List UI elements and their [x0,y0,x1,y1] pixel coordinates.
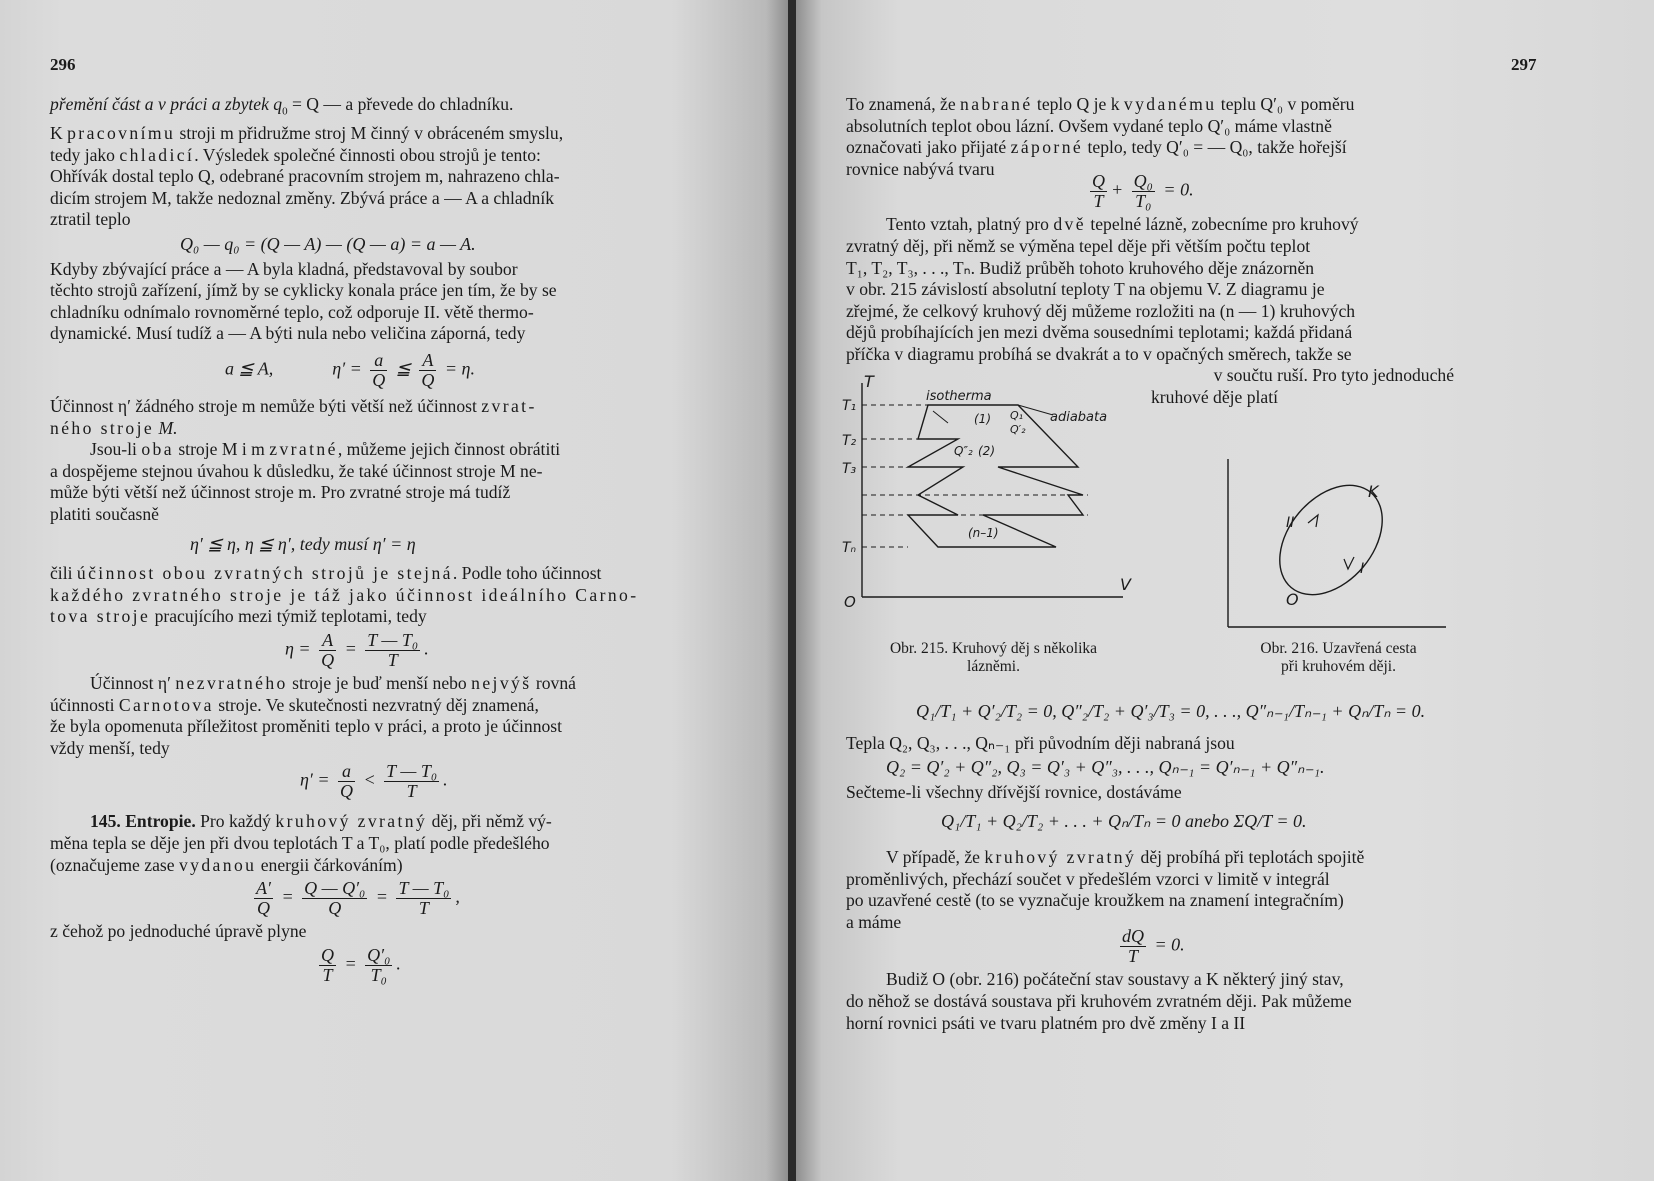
fig216-label-I: I [1360,561,1365,577]
text-line: chladníku odnímalo rovnoměrné teplo, což odporuje II. větě thermo- [50,301,534,322]
fig215-label-T: T [864,375,874,391]
text-line: a dospějeme stejnou úvahou k důsledku, že také účinnost stroje M ne- [50,460,543,481]
text-line: v obr. 215 závislostí absolutní teploty T na objemu V. Z diagramu je [846,279,1325,300]
text-line: zřejmé, že celkový kruhový děj můžeme rozložiti na (n — 1) kruhových [846,300,1356,321]
fig215-label-2: Q″₂ [954,444,973,458]
fig216-arrow-II [1308,515,1318,527]
equation: $\frac{dQ}{T}$ = 0. [1122,926,1185,967]
text-line: absolutních teplot obou lázní. Ovšem vydané teplo Q′₀ máme vlastně [846,115,1332,136]
fig215-label-2b: (2) [978,444,995,458]
figure-215-caption: Obr. 215. Kruhový děj s několika lázněmi. [889,640,1098,675]
page-number-left: 296 [50,55,76,74]
figure-216-diagram [1216,455,1446,630]
text-line: Jsou-li oba stroje M i m zvratné, můžeme jejich činnost obrátiti [90,439,561,460]
text-line: po uzavřené cestě (to se vyznačuje kroužkem na znamení integračním) [846,890,1344,911]
text-line: dynamické. Musí tudíž a — A býti nula nebo veličina záporná, tedy [50,323,526,344]
right-page [796,0,1654,1181]
text-line: Kdyby zbývající práce a — A byla kladná, představoval by soubor [50,258,518,279]
text-line: čili účinnost obou zvratných strojů je stejná. Podle toho účinnost [50,563,602,584]
text-line: Budiž O (obr. 216) počáteční stav soustavy a K některý jiný stav, [886,969,1344,990]
text-line: označovati jako přijaté záporné teplo, tedy Q′₀ = — Q₀, takže hořejší [846,137,1347,158]
fig215-label-n1: (n–1) [968,526,999,540]
text-line: (označujeme zase vydanou energii čárkováním) [50,854,403,875]
text-line: příčka v diagramu probíhá se dvakrát a to v opačných směrech, takže se [846,343,1352,364]
fig216-arrow-I [1344,557,1354,569]
text-line: horní rovnici psáti ve tvaru platném pro dvě změny I a II [846,1012,1246,1033]
fig215-label-Q1: Q₁ [1010,409,1024,422]
right-page-text-top [846,94,1454,366]
text-line: T₁, T₂, T₃, . . ., Tₙ. Budiž průběh tohoto kruhového děje znázorněn [846,257,1315,278]
text-line: že byla opomenuta příležitost proměniti teplo v práci, a proto je účinnost [50,716,563,737]
text-line: tedy jako chladicí. Výsledek společné činnosti obou strojů je tento: [50,144,541,165]
text-line: každého zvratného stroje je táž jako účinnost ideálního Carno- [50,584,639,605]
figure-216-caption: Obr. 216. Uzavřená cesta při kruhovém ději. [1260,640,1417,675]
equation: η′ ≦ η, η ≦ η′, tedy musí η′ = η [190,533,416,554]
text-line: K pracovnímu stroji m přidružme stroj M činný v obráceném smyslu, [50,123,564,144]
text-line: účinnosti Carnotova stroje. Ve skutečnosti nezvratný děj znamená, [50,694,539,715]
page-number-right: 297 [1511,55,1537,74]
left-page [0,0,790,1181]
fig215-label-Q2p: Q′₂ [1010,423,1026,436]
text-line: dějů probíhajících jen mezi dvěma sousedními teplotami; každá přidaná [846,322,1353,343]
text-line: Účinnost η′ nezvratného stroje je buď menší nebo nejvýš rovná [90,672,576,693]
text-line: To znamená, že nabrané teplo Q je k vydanému teplu Q′₀ v poměru [846,94,1355,114]
text-line: ztratil teplo [50,209,131,230]
fig215-label-T1: T₁ [842,398,857,414]
text-line: vždy menší, tedy [50,737,170,758]
text-line: Tento vztah, platný pro dvě tepelné lázně, zobecníme pro kruhový [886,214,1359,235]
text-line: a máme [846,911,902,932]
text-line: tova stroje pracujícího mezi týmiž teplotami, tedy [50,606,427,627]
fig215-label-adiabata: adiabata [1050,410,1108,425]
equation: η = $\frac{A}{Q}$ = $\frac{\text{T — T₀}}{T}$ . [285,629,429,670]
fig215-label-isotherma: isotherma [926,389,992,404]
equation: $\frac{Q}{T}$ = $\frac{\text{Q′₀}}{\text{T₀}}$ . [321,944,401,985]
text-line: měna tepla se děje jen při dvou teplotách T a T₀, platí podle předešlého [50,832,550,853]
equation: $\frac{Q}{T}$ + $\frac{\text{Q₀}}{\text{T₀}}$ = 0. [1092,171,1194,212]
equation: Q₁/T₁ + Q′₂/T₂ = 0, Q″₂/T₂ + Q′₃/T₃ = 0, . . ., Q″ₙ₋₁/Tₙ₋₁ + Qₙ/Tₙ = 0. [916,701,1426,721]
text-line: kruhové děje platí [1151,386,1279,407]
text-line: ného stroje M. [50,417,178,438]
text-line: Účinnost η′ žádného stroje m nemůže býti větší než účinnost zvrat- [50,396,537,417]
fig216-closed-path [1259,466,1403,615]
fig215-label-T2: T₂ [842,433,857,449]
fig215-label-1: (1) [974,412,991,426]
equation: Q₀ — q₀ = (Q — A) — (Q — a) = a — A. [180,234,476,255]
fig215-isotherm-pointer [933,411,948,423]
left-page-text [50,94,698,988]
equation: η′ = $\frac{a}{Q}$ < $\frac{\text{T — T₀}}{T}$ . [300,761,448,802]
text-line: proměnlivých, přechází součet v předešlém vzorci v limitě v integrál [846,868,1330,889]
text-line: přemění část a v práci a zbytek $q_0 = Q$ — a převede do chladníku. [50,94,514,118]
fig215-label-O: O [844,593,856,611]
fig216-label-K: K [1368,482,1379,501]
text-line: těchto strojů zařízení, jímž by se cyklicky konala práce jen tím, že by se [50,280,557,301]
fig215-label-V: V [1120,575,1131,594]
text-line: Ohřívák dostal teplo Q, odebrané pracovním strojem m, nahrazeno chla- [50,166,560,187]
text-line: zvratný děj, při němž se výměna tepel děje při větším počtu teplot [846,235,1311,256]
figure-215-diagram [838,375,1148,625]
text-line: V případě, že kruhový zvratný děj probíhá při teplotách spojitě [886,846,1365,867]
text-line: Tepla Q₂, Q₃, . . ., Qₙ₋₁ při původním ději nabraná jsou [846,732,1235,753]
text-line: do něhož se dostává soustava při kruhovém zvratném ději. Pak můžeme [846,990,1352,1011]
text-line: rovnice nabývá tvaru [846,158,995,179]
equation: $\frac{A'}{Q}$ = $\frac{\text{Q — Q′₀}}{Q}$ = $\frac{\text{T — T₀}}{T}$ , [256,878,460,919]
text-line: v součtu ruší. Pro tyto jednoduché [1213,365,1454,385]
fig216-label-II: II [1286,515,1295,531]
text-line: může býti větší než účinnost stroje m. Pro zvratné stroje má tudíž [50,482,511,503]
equation: Q₁/T₁ + Q₂/T₂ + . . . + Qₙ/Tₙ = 0 anebo ΣQ/T = 0. [941,811,1307,832]
equation: Q₂ = Q′₂ + Q″₂, Q₃ = Q′₃ + Q″₃, . . ., Qₙ₋₁ = Q′ₙ₋₁ + Q″ₙ₋₁. [886,757,1325,778]
text-line: dicím strojem M, takže nedoznal změny. Zbývá práce a — A a chladník [50,187,555,208]
text-line: z čehož po jednoduché úpravě plyne [50,921,307,942]
fig216-label-O: O [1286,590,1299,609]
equation: a ≦ A, η′ = $\frac{a}{Q}$ ≦ $\frac{A}{Q}$ = η. [225,350,475,391]
section-heading-line: 145. Entropie. Pro každý kruhový zvratný děj, při němž vý- [90,811,552,832]
fig215-label-Tn: Tₙ [842,540,857,556]
right-page-text-bottom [846,695,1454,1034]
fig215-label-T3: T₃ [842,461,857,477]
text-line: platiti současně [50,504,159,525]
section-title: 145. Entropie. [90,811,196,832]
right-page-text-wrap [1151,365,1454,408]
text-line: Sečteme-li všechny dřívější rovnice, dostáváme [846,781,1182,802]
